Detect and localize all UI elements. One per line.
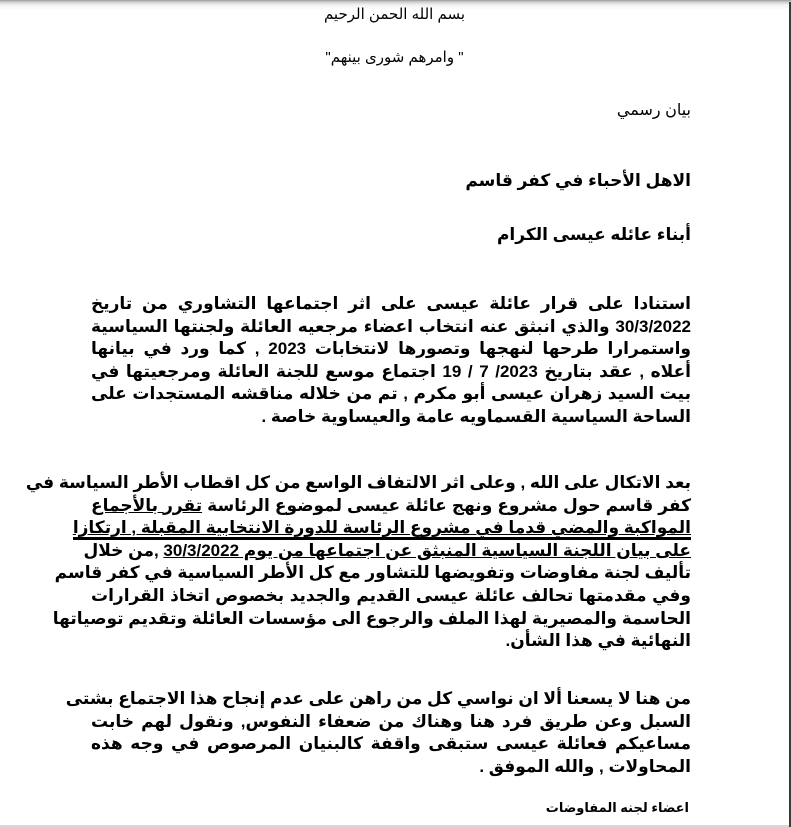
paragraph-line: مساعيكم فعائلة عيسى ستبقى واقفة كالبنيان المرصوص في وجه هذه bbox=[91, 734, 691, 754]
underlined-decision-line bbox=[72, 517, 691, 540]
paragraph-line: الحاسمة والمصيرية لهذا الملف والرجوع الى مؤسسات العائلة وتقديم توصياتها bbox=[52, 608, 691, 628]
paragraph-text: كفر قاسم حول مشروع ونهج عائلة عيسى لموضوع الرئاسة bbox=[202, 495, 692, 515]
paragraph-line bbox=[83, 540, 691, 563]
paragraph-line bbox=[91, 495, 691, 518]
paragraph-line: واستمرارا طرحها لنهجها وتصورها لانتخابات 2023 , كما ورد في بيانها bbox=[91, 339, 691, 359]
underlined-decision-text: على بيان اللجنة السياسية المنبثق عن اجتماعها من يوم 30/3/2022 bbox=[163, 540, 691, 560]
underlined-decision-text: تقرر بالأجماع bbox=[91, 495, 203, 515]
paragraph-line: من هنا لا يسعنا ألا ان نواسي كل من راهن على عدم إنجاح هذا الاجتماع بشتى bbox=[65, 689, 691, 708]
paragraph-line: النهائية في هذا الشأن. bbox=[505, 631, 691, 651]
paragraph-line: وفي مقدمتها تحالف عائلة عيسى القديم والجديد بخصوص اتخاذ القرارات bbox=[91, 585, 691, 605]
greeting-line-2: أبناء عائله عيسى الكرام bbox=[496, 225, 691, 244]
paragraph-2 bbox=[25, 472, 692, 653]
verse-quote: " وامرهم شورى بينهم" bbox=[325, 49, 464, 66]
paragraph-line: استنادا على قرار عائلة عيسى على اثر اجتماعها التشاوري من تاريخ bbox=[91, 294, 691, 313]
underlined-decision-text: المواكبة والمضي قدما في مشروع الرئاسة للدورة الانتخابية المقبلة , ارتكازا bbox=[73, 518, 691, 540]
paragraph-text: ,من خلال bbox=[83, 540, 164, 560]
statement-title: بيان رسمي bbox=[616, 102, 691, 119]
paragraph-1 bbox=[91, 293, 691, 429]
paragraph-line: بعد الاتكال على الله , وعلى اثر الالتفاف الواسع من كل اقطاب الأطر السياسة في bbox=[25, 473, 691, 492]
greeting-line-1: الاهل الأحباء في كفر قاسم bbox=[465, 171, 691, 190]
basmala-heading: بسم الله الحمن الرحيم bbox=[323, 6, 466, 23]
paragraph-line: الساحة السياسية القسماويه عامة والعيساوية خاصة . bbox=[261, 406, 691, 426]
paragraph-3 bbox=[65, 688, 691, 778]
paragraph-line: السبل وعن طريق فرد هنا وهناك من ضعفاء النفوس, ونقول لهم خابت bbox=[91, 711, 691, 731]
paragraph-line: أعلاه , عقد بتاريخ 2023/ 7 / 19 اجتماع موسع للجنة العائلة ومرجعيتها في bbox=[91, 361, 692, 381]
signature-line: اعضاء لجنه المفاوضات bbox=[545, 800, 689, 815]
paragraph-line: 30/3/2022 والذي انبثق عنه انتخاب اعضاء مرجعيه العائلة ولجنتها السياسية bbox=[91, 316, 691, 336]
paragraph-line: المحاولات , والله الموفق . bbox=[479, 756, 691, 776]
paragraph-line: بيت السيد زهران عيسى أبو مكرم , تم من خلاله مناقشه المستجدات على bbox=[91, 384, 691, 404]
paragraph-line: تأليف لجنة مفاوضات وتفويضها للتشاور مع كل الأطر السياسية في كفر قاسم bbox=[54, 563, 691, 583]
